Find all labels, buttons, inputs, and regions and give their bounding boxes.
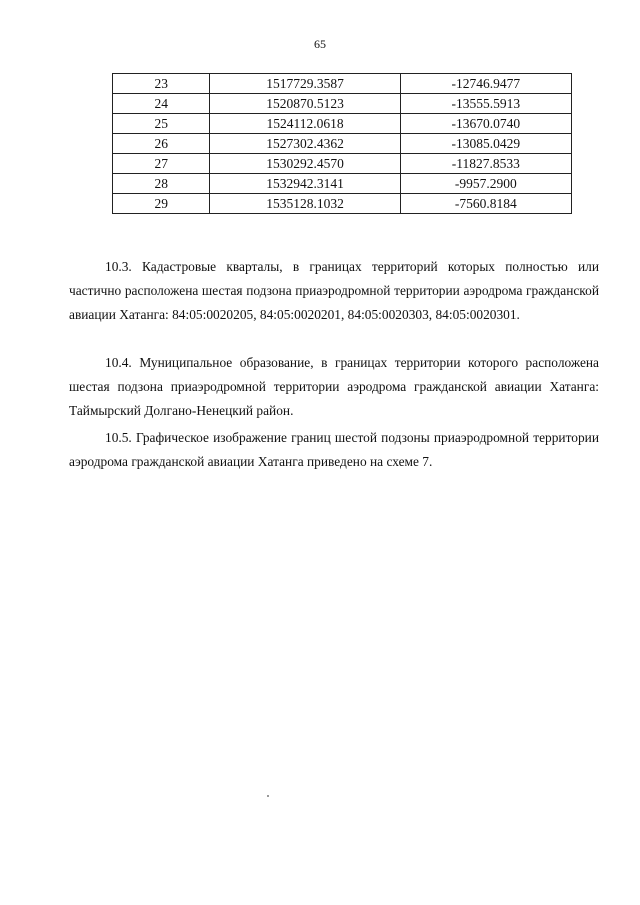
table-row [113,94,572,114]
table-row [113,114,572,134]
point-number-cell: 23 [113,74,210,94]
table-row [113,174,572,194]
point-number-cell: 27 [113,154,210,174]
table-row [113,134,572,154]
paragraph-municipality [69,351,599,423]
y-coordinate-cell: -13555.5913 [400,94,571,114]
x-coordinate-cell: 1524112.0618 [210,114,400,134]
x-coordinate-cell: 1520870.5123 [210,94,400,114]
y-coordinate-cell: -13085.0429 [400,134,571,154]
point-number-cell: 26 [113,134,210,154]
y-coordinate-cell: -11827.8533 [400,154,571,174]
paragraph-text: 10.3. Кадастровые кварталы, в границах территорий которых полностью или частично расположена шестая подзона приаэродромной территории аэродрома гражданской авиации Хатанга: 84:05:0020205, 84:05:0020201, 84:05:0020303, 84:05:0020301. [69,259,599,322]
point-number-cell: 25 [113,114,210,134]
y-coordinate-cell: -12746.9477 [400,74,571,94]
paragraph-text: 10.4. Муниципальное образование, в границах территории которого расположена шестая подзона приаэродромной территории аэродрома гражданской авиации Хатанга: Таймырский Долгано-Ненецкий район. [69,355,599,418]
table-row [113,154,572,174]
page-number: 65 [314,37,326,51]
x-coordinate-cell: 1532942.3141 [210,174,400,194]
paragraph-graphic-image [69,426,599,474]
point-number-cell: 24 [113,94,210,114]
x-coordinate-cell: 1527302.4362 [210,134,400,154]
x-coordinate-cell: 1517729.3587 [210,74,400,94]
point-number-cell: 29 [113,194,210,214]
x-coordinate-cell: 1535128.1032 [210,194,400,214]
table-row [113,194,572,214]
y-coordinate-cell: -13670.0740 [400,114,571,134]
coordinates-table [112,73,572,214]
paragraph-text: 10.5. Графическое изображение границ шестой подзоны приаэродромной территории аэродрома гражданской авиации Хатанга приведено на схеме 7. [69,430,599,469]
table-row [113,74,572,94]
point-number-cell: 28 [113,174,210,194]
y-coordinate-cell: -7560.8184 [400,194,571,214]
scan-speck [267,795,269,797]
y-coordinate-cell: -9957.2900 [400,174,571,194]
paragraph-cadastral-quarters [69,255,599,327]
x-coordinate-cell: 1530292.4570 [210,154,400,174]
